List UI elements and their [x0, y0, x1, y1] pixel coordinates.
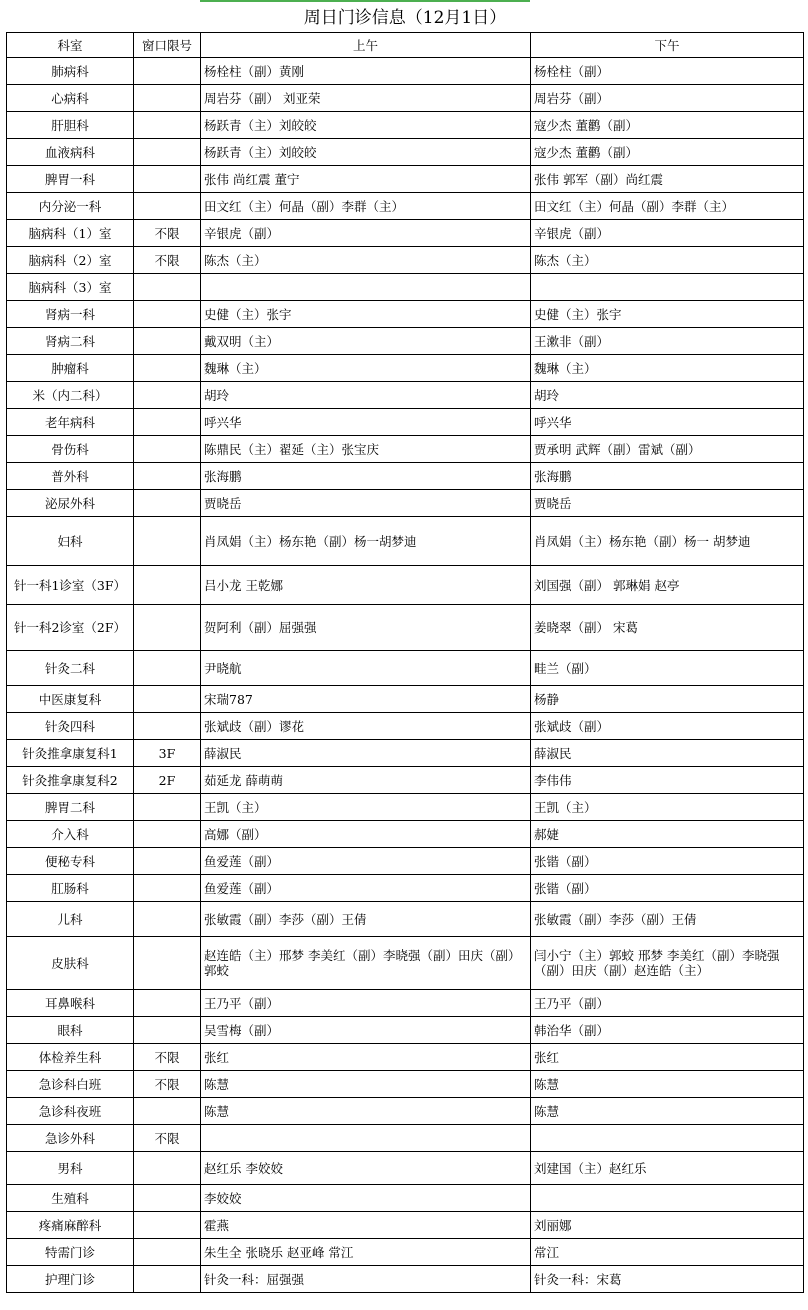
am-cell[interactable]: 肖凤娟（主）杨东艳（副）杨一胡梦迪	[201, 517, 531, 566]
am-cell[interactable]: 张伟 尚红震 董宁	[201, 166, 531, 193]
dept-cell[interactable]: 针一科2诊室（2F）	[7, 605, 134, 651]
table-row	[7, 1239, 804, 1266]
dept-cell[interactable]: 针灸四科	[7, 713, 134, 740]
limit-cell[interactable]	[134, 875, 201, 902]
pm-cell[interactable]: 张敏霞（副）李莎（副）王倩	[531, 902, 804, 937]
am-cell[interactable]: 杨跃青（主）刘皎皎	[201, 139, 531, 166]
dept-cell[interactable]: 脑病科（3）室	[7, 274, 134, 301]
limit-cell[interactable]	[134, 436, 201, 463]
limit-cell[interactable]	[134, 566, 201, 605]
table-row	[7, 848, 804, 875]
limit-cell[interactable]	[134, 274, 201, 301]
am-cell[interactable]	[201, 274, 531, 301]
dept-cell[interactable]: 肿瘤科	[7, 355, 134, 382]
table-row	[7, 112, 804, 139]
pm-cell[interactable]: 针灸一科：宋葛	[531, 1266, 804, 1293]
table-row	[7, 166, 804, 193]
table-row	[7, 1017, 804, 1044]
am-cell[interactable]: 薛淑民	[201, 740, 531, 767]
dept-cell[interactable]: 肾病一科	[7, 301, 134, 328]
pm-cell[interactable]: 陈杰（主）	[531, 247, 804, 274]
am-cell[interactable]: 陈杰（主）	[201, 247, 531, 274]
table-row	[7, 463, 804, 490]
limit-cell[interactable]	[134, 517, 201, 566]
am-cell[interactable]: 戴双明（主）	[201, 328, 531, 355]
dept-cell[interactable]: 皮肤科	[7, 937, 134, 990]
am-cell[interactable]: 王乃平（副）	[201, 990, 531, 1017]
pm-cell[interactable]: 杨栓柱（副）	[531, 58, 804, 85]
am-cell[interactable]: 赵红乐 李姣姣	[201, 1152, 531, 1185]
dept-cell[interactable]: 针灸推拿康复科1	[7, 740, 134, 767]
pm-cell[interactable]: 张锴（副）	[531, 848, 804, 875]
am-cell[interactable]: 贺阿利（副）屈强强	[201, 605, 531, 651]
table-row	[7, 566, 804, 605]
table-row	[7, 328, 804, 355]
dept-cell[interactable]: 米（内二科）	[7, 382, 134, 409]
pm-cell[interactable]: 闫小宁（主）郭蛟 邢梦 李美红（副）李晓强（副）田庆（副）赵连皓（主）	[531, 937, 804, 990]
selection-highlight-bar	[200, 0, 530, 2]
dept-cell[interactable]: 肛肠科	[7, 875, 134, 902]
table-row	[7, 220, 804, 247]
pm-cell[interactable]: 呼兴华	[531, 409, 804, 436]
dept-cell[interactable]: 急诊外科	[7, 1125, 134, 1152]
dept-cell[interactable]: 血液病科	[7, 139, 134, 166]
pm-cell[interactable]: 胡玲	[531, 382, 804, 409]
am-cell[interactable]	[201, 1125, 531, 1152]
title-row	[7, 4, 804, 33]
dept-cell[interactable]: 脾胃二科	[7, 794, 134, 821]
dept-cell[interactable]: 老年病科	[7, 409, 134, 436]
am-cell[interactable]: 田文红（主）何晶（副）李群（主）	[201, 193, 531, 220]
am-cell[interactable]: 张敏霞（副）李莎（副）王倩	[201, 902, 531, 937]
header-limit: 窗口限号	[134, 33, 201, 58]
am-cell[interactable]: 周岩芬（副） 刘亚荣	[201, 85, 531, 112]
dept-cell[interactable]: 疼痛麻醉科	[7, 1212, 134, 1239]
pm-cell[interactable]: 杨静	[531, 686, 804, 713]
am-cell[interactable]: 针灸一科：屈强强	[201, 1266, 531, 1293]
pm-cell[interactable]	[531, 1185, 804, 1212]
limit-cell[interactable]	[134, 848, 201, 875]
am-cell[interactable]: 尹晓航	[201, 651, 531, 686]
limit-cell[interactable]	[134, 112, 201, 139]
am-cell[interactable]: 朱生全 张晓乐 赵亚峰 常江	[201, 1239, 531, 1266]
dept-cell[interactable]: 肝胆科	[7, 112, 134, 139]
limit-cell[interactable]	[134, 1239, 201, 1266]
pm-cell[interactable]: 郝婕	[531, 821, 804, 848]
pm-cell[interactable]: 张锴（副）	[531, 875, 804, 902]
am-cell[interactable]: 李姣姣	[201, 1185, 531, 1212]
am-cell[interactable]: 茹延龙 薛萌萌	[201, 767, 531, 794]
am-cell[interactable]: 赵连皓（主）邢梦 李美红（副）李晓强（副）田庆（副）郭蛟	[201, 937, 531, 990]
dept-cell[interactable]: 针灸推拿康复科2	[7, 767, 134, 794]
limit-cell[interactable]	[134, 794, 201, 821]
header-dept: 科室	[7, 33, 134, 58]
limit-cell[interactable]	[134, 605, 201, 651]
limit-cell[interactable]	[134, 1266, 201, 1293]
pm-cell[interactable]: 张海鹏	[531, 463, 804, 490]
am-cell[interactable]: 贾晓岳	[201, 490, 531, 517]
table-row	[7, 139, 804, 166]
header-pm: 下午	[531, 33, 804, 58]
limit-cell[interactable]	[134, 85, 201, 112]
table-row	[7, 740, 804, 767]
table-row	[7, 517, 804, 566]
limit-cell[interactable]	[134, 902, 201, 937]
limit-cell[interactable]	[134, 1152, 201, 1185]
pm-cell[interactable]: 常江	[531, 1239, 804, 1266]
dept-cell[interactable]: 护理门诊	[7, 1266, 134, 1293]
pm-cell[interactable]: 韩治华（副）	[531, 1017, 804, 1044]
pm-cell[interactable]: 史健（主）张宇	[531, 301, 804, 328]
am-cell[interactable]: 张红	[201, 1044, 531, 1071]
table-row	[7, 605, 804, 651]
am-cell[interactable]: 王凯（主）	[201, 794, 531, 821]
am-cell[interactable]: 鱼爱莲（副）	[201, 875, 531, 902]
am-cell[interactable]: 胡玲	[201, 382, 531, 409]
pm-cell[interactable]: 周岩芬（副）	[531, 85, 804, 112]
pm-cell[interactable]: 李伟伟	[531, 767, 804, 794]
table-row	[7, 58, 804, 85]
table-row	[7, 436, 804, 463]
am-cell[interactable]: 魏琳（主）	[201, 355, 531, 382]
table-row	[7, 1152, 804, 1185]
pm-cell[interactable]: 刘丽娜	[531, 1212, 804, 1239]
pm-cell[interactable]: 刘国强（副） 郭琳娟 赵亭	[531, 566, 804, 605]
am-cell[interactable]: 鱼爱莲（副）	[201, 848, 531, 875]
table-row	[7, 193, 804, 220]
limit-cell[interactable]: 不限	[134, 1044, 201, 1071]
pm-cell[interactable]: 寇少杰 董鹳（副）	[531, 112, 804, 139]
dept-cell[interactable]: 眼科	[7, 1017, 134, 1044]
dept-cell[interactable]: 肾病二科	[7, 328, 134, 355]
pm-cell[interactable]: 陈慧	[531, 1098, 804, 1125]
am-cell[interactable]: 张斌歧（副）谬花	[201, 713, 531, 740]
am-cell[interactable]: 高娜（副）	[201, 821, 531, 848]
table-row	[7, 1044, 804, 1071]
limit-cell[interactable]	[134, 821, 201, 848]
dept-cell[interactable]: 脾胃一科	[7, 166, 134, 193]
am-cell[interactable]: 陈鼎民（主）翟延（主）张宝庆	[201, 436, 531, 463]
limit-cell[interactable]	[134, 355, 201, 382]
limit-cell[interactable]: 不限	[134, 1125, 201, 1152]
am-cell[interactable]: 杨栓柱（副）黄刚	[201, 58, 531, 85]
table-row	[7, 937, 804, 990]
table-row	[7, 301, 804, 328]
limit-cell[interactable]	[134, 382, 201, 409]
limit-cell[interactable]	[134, 328, 201, 355]
pm-cell[interactable]: 张斌歧（副）	[531, 713, 804, 740]
dept-cell[interactable]: 急诊科白班	[7, 1071, 134, 1098]
table-row	[7, 1266, 804, 1293]
pm-cell[interactable]: 陈慧	[531, 1071, 804, 1098]
dept-cell[interactable]: 便秘专科	[7, 848, 134, 875]
dept-cell[interactable]: 脑病科（1）室	[7, 220, 134, 247]
limit-cell[interactable]	[134, 1017, 201, 1044]
limit-cell[interactable]	[134, 58, 201, 85]
pm-cell[interactable]: 薛淑民	[531, 740, 804, 767]
limit-cell[interactable]	[134, 686, 201, 713]
dept-cell[interactable]: 妇科	[7, 517, 134, 566]
header-am: 上午	[201, 33, 531, 58]
table-row	[7, 990, 804, 1017]
pm-cell[interactable]: 张伟 郭军（副）尚红震	[531, 166, 804, 193]
pm-cell[interactable]	[531, 274, 804, 301]
limit-cell[interactable]	[134, 409, 201, 436]
limit-cell[interactable]	[134, 1185, 201, 1212]
pm-cell[interactable]: 魏琳（主）	[531, 355, 804, 382]
dept-cell[interactable]: 内分泌一科	[7, 193, 134, 220]
limit-cell[interactable]	[134, 713, 201, 740]
dept-cell[interactable]: 生殖科	[7, 1185, 134, 1212]
limit-cell[interactable]: 不限	[134, 1071, 201, 1098]
table-row	[7, 794, 804, 821]
pm-cell[interactable]: 王凯（主）	[531, 794, 804, 821]
table-row	[7, 85, 804, 112]
limit-cell[interactable]	[134, 166, 201, 193]
header-row	[7, 33, 804, 58]
table-row	[7, 902, 804, 937]
pm-cell[interactable]: 辛银虎（副）	[531, 220, 804, 247]
table-row	[7, 355, 804, 382]
table-row	[7, 875, 804, 902]
table-row	[7, 1098, 804, 1125]
limit-cell[interactable]	[134, 937, 201, 990]
dept-cell[interactable]: 针一科1诊室（3F）	[7, 566, 134, 605]
table-row	[7, 651, 804, 686]
limit-cell[interactable]	[134, 490, 201, 517]
dept-cell[interactable]: 骨伤科	[7, 436, 134, 463]
pm-cell[interactable]: 刘建国（主）赵红乐	[531, 1152, 804, 1185]
table-row	[7, 1071, 804, 1098]
table-row	[7, 247, 804, 274]
limit-cell[interactable]	[134, 990, 201, 1017]
am-cell[interactable]: 杨跃青（主）刘皎皎	[201, 112, 531, 139]
dept-cell[interactable]: 中医康复科	[7, 686, 134, 713]
limit-cell[interactable]: 3F	[134, 740, 201, 767]
limit-cell[interactable]	[134, 193, 201, 220]
pm-cell[interactable]: 姜晓翠（副） 宋葛	[531, 605, 804, 651]
table-row	[7, 767, 804, 794]
pm-cell[interactable]: 畦兰（副）	[531, 651, 804, 686]
pm-cell[interactable]: 王漱非（副）	[531, 328, 804, 355]
dept-cell[interactable]: 肺病科	[7, 58, 134, 85]
am-cell[interactable]: 吴雪梅（副）	[201, 1017, 531, 1044]
am-cell[interactable]: 霍燕	[201, 1212, 531, 1239]
table-row	[7, 821, 804, 848]
table-row	[7, 1212, 804, 1239]
am-cell[interactable]: 史健（主）张宇	[201, 301, 531, 328]
dept-cell[interactable]: 心病科	[7, 85, 134, 112]
limit-cell[interactable]	[134, 1098, 201, 1125]
pm-cell[interactable]: 田文红（主）何晶（副）李群（主）	[531, 193, 804, 220]
limit-cell[interactable]	[134, 139, 201, 166]
dept-cell[interactable]: 耳鼻喉科	[7, 990, 134, 1017]
am-cell[interactable]: 呼兴华	[201, 409, 531, 436]
clinic-schedule-table	[6, 4, 804, 1293]
pm-cell[interactable]: 王乃平（副）	[531, 990, 804, 1017]
pm-cell[interactable]: 寇少杰 董鹳（副）	[531, 139, 804, 166]
limit-cell[interactable]	[134, 1212, 201, 1239]
dept-cell[interactable]: 脑病科（2）室	[7, 247, 134, 274]
table-row	[7, 409, 804, 436]
am-cell[interactable]: 吕小龙 王乾娜	[201, 566, 531, 605]
pm-cell[interactable]: 贾承明 武辉（副）雷斌（副）	[531, 436, 804, 463]
am-cell[interactable]: 辛银虎（副）	[201, 220, 531, 247]
table-row	[7, 1125, 804, 1152]
am-cell[interactable]: 宋瑞787	[201, 686, 531, 713]
pm-cell[interactable]: 肖凤娟（主）杨东艳（副）杨一 胡梦迪	[531, 517, 804, 566]
table-row	[7, 713, 804, 740]
am-cell[interactable]: 陈慧	[201, 1071, 531, 1098]
dept-cell[interactable]: 体检养生科	[7, 1044, 134, 1071]
limit-cell[interactable]: 不限	[134, 247, 201, 274]
dept-cell[interactable]: 介入科	[7, 821, 134, 848]
dept-cell[interactable]: 急诊科夜班	[7, 1098, 134, 1125]
dept-cell[interactable]: 儿科	[7, 902, 134, 937]
limit-cell[interactable]: 2F	[134, 767, 201, 794]
dept-cell[interactable]: 男科	[7, 1152, 134, 1185]
table-row	[7, 490, 804, 517]
limit-cell[interactable]	[134, 651, 201, 686]
table-row	[7, 382, 804, 409]
page-title: 周日门诊信息（12月1日）	[7, 4, 804, 33]
dept-cell[interactable]: 普外科	[7, 463, 134, 490]
dept-cell[interactable]: 泌尿外科	[7, 490, 134, 517]
table-row	[7, 686, 804, 713]
pm-cell[interactable]: 贾晓岳	[531, 490, 804, 517]
pm-cell[interactable]: 张红	[531, 1044, 804, 1071]
dept-cell[interactable]: 特需门诊	[7, 1239, 134, 1266]
limit-cell[interactable]	[134, 301, 201, 328]
limit-cell[interactable]: 不限	[134, 220, 201, 247]
am-cell[interactable]: 陈慧	[201, 1098, 531, 1125]
table-row	[7, 1185, 804, 1212]
limit-cell[interactable]	[134, 463, 201, 490]
dept-cell[interactable]: 针灸二科	[7, 651, 134, 686]
am-cell[interactable]: 张海鹏	[201, 463, 531, 490]
pm-cell[interactable]	[531, 1125, 804, 1152]
table-row	[7, 274, 804, 301]
